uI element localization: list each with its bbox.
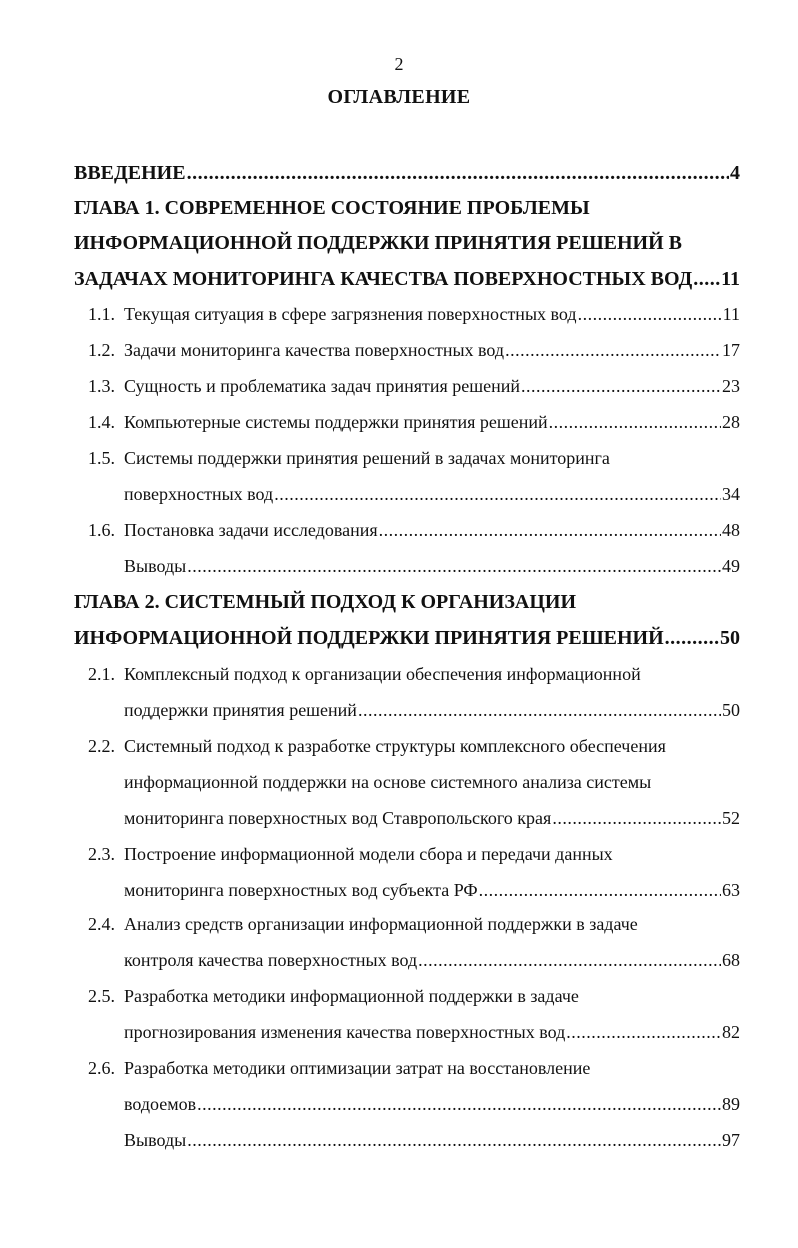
toc-chapter-1-line-2 [74, 225, 740, 261]
entry-text: поддержки принятия решений [124, 700, 357, 720]
leader-dots [505, 332, 721, 368]
entry-page: 89 [722, 1094, 740, 1114]
entry-text: контроля качества поверхностных вод [124, 950, 418, 970]
entry-page: 50 [722, 700, 740, 720]
entry-page: 82 [722, 1022, 740, 1042]
entry-page: 4 [730, 162, 740, 184]
leader-dots [549, 404, 721, 440]
leader-dots [479, 872, 721, 908]
toc-section-2-6-cont [124, 1086, 740, 1122]
leader-dots [358, 692, 721, 728]
toc-conclusions-1 [124, 548, 740, 584]
entry-text: Постановка задачи исследования [124, 520, 378, 540]
page-title: ОГЛАВЛЕНИЕ [327, 86, 471, 108]
entry-page: 23 [722, 376, 740, 396]
leader-dots [187, 548, 721, 584]
entry-text: Построение информационной модели сбора и передачи данных [124, 844, 613, 864]
leader-dots [521, 368, 721, 404]
entry-text: Анализ средств организации информационной поддержки в задаче [124, 914, 638, 934]
entry-text: Текущая ситуация в сфере загрязнения поверхностных вод [124, 304, 577, 324]
entry-page: 48 [722, 520, 740, 540]
section-number: 1.5. [88, 448, 115, 468]
toc-section-1-3 [88, 368, 740, 404]
section-number: 1.1. [88, 304, 115, 324]
page-number: 2 [394, 54, 404, 74]
leader-dots [187, 1122, 721, 1158]
entry-page: 52 [722, 808, 740, 828]
entry-text: Сущность и проблематика задач принятия решений [124, 376, 521, 396]
leader-dots [418, 942, 721, 978]
entry-text: информационной поддержки на основе системного анализа системы [124, 772, 652, 792]
leader-dots [578, 296, 722, 332]
section-number: 2.1. [88, 664, 115, 684]
entry-page: 11 [722, 304, 740, 324]
leader-dots [552, 800, 721, 836]
toc-section-2-1 [88, 656, 740, 692]
leader-dots [274, 476, 721, 512]
toc-section-2-2-cont-1 [124, 764, 740, 800]
entry-text: ИНФОРМАЦИОННОЙ ПОДДЕРЖКИ ПРИНЯТИЯ РЕШЕНИЙ [74, 627, 664, 649]
leader-dots [379, 512, 721, 548]
entry-text: ЗАДАЧАХ МОНИТОРИНГА КАЧЕСТВА ПОВЕРХНОСТНЫХ ВОД [74, 268, 693, 290]
section-number: 2.5. [88, 986, 115, 1006]
entry-page: 63 [722, 880, 740, 900]
entry-text: Задачи мониторинга качества поверхностных вод [124, 340, 505, 360]
entry-text: ГЛАВА 1. СОВРЕМЕННОЕ СОСТОЯНИЕ ПРОБЛЕМЫ [74, 197, 590, 219]
toc-chapter-2-line-2 [74, 620, 740, 656]
entry-page: 11 [721, 268, 740, 290]
entry-text: мониторинга поверхностных вод субъекта РФ [124, 880, 478, 900]
section-number: 1.6. [88, 520, 115, 540]
entry-text: прогнозирования изменения качества поверхностных вод [124, 1022, 566, 1042]
toc-section-2-5-cont [124, 1014, 740, 1050]
toc-chapter-1-line-3 [74, 261, 740, 297]
toc-section-2-4 [88, 906, 740, 942]
toc-section-1-5 [88, 440, 740, 476]
entry-text: ИНФОРМАЦИОННОЙ ПОДДЕРЖКИ ПРИНЯТИЯ РЕШЕНИЙ В [74, 232, 683, 254]
toc-section-2-3 [88, 836, 740, 872]
toc-section-2-2-cont-2 [124, 800, 740, 836]
section-number: 2.4. [88, 914, 115, 934]
toc-section-2-4-cont [124, 942, 740, 978]
entry-text: ГЛАВА 2. СИСТЕМНЫЙ ПОДХОД К ОРГАНИЗАЦИИ [74, 591, 577, 613]
entry-text: мониторинга поверхностных вод Ставропольского края [124, 808, 552, 828]
section-number: 2.6. [88, 1058, 115, 1078]
entry-page: 97 [722, 1130, 740, 1150]
leader-dots [187, 155, 729, 191]
entry-text: поверхностных вод [124, 484, 274, 504]
entry-text: ВВЕДЕНИЕ [74, 162, 186, 184]
toc-entry-intro [74, 155, 740, 191]
leader-dots [566, 1014, 721, 1050]
toc-conclusions-2 [124, 1122, 740, 1158]
toc-chapter-1-line-1 [74, 190, 740, 226]
toc-section-1-6 [88, 512, 740, 548]
toc-section-1-1 [88, 296, 740, 332]
entry-text: Выводы [124, 1130, 187, 1150]
section-number: 2.2. [88, 736, 115, 756]
entry-text: Комплексный подход к организации обеспечения информационной [124, 664, 641, 684]
entry-page: 49 [722, 556, 740, 576]
toc-section-1-4 [88, 404, 740, 440]
toc-section-2-1-cont [124, 692, 740, 728]
toc-section-2-2 [88, 728, 740, 764]
entry-text: Разработка методики информационной поддержки в задаче [124, 986, 579, 1006]
leader-dots [197, 1086, 721, 1122]
entry-text: водоемов [124, 1094, 197, 1114]
entry-text: Компьютерные системы поддержки принятия решений [124, 412, 548, 432]
toc-section-2-3-cont [124, 872, 740, 908]
entry-text: Выводы [124, 556, 187, 576]
entry-page: 68 [722, 950, 740, 970]
toc-section-2-6 [88, 1050, 740, 1086]
section-number: 2.3. [88, 844, 115, 864]
toc-section-2-5 [88, 978, 740, 1014]
toc-section-1-5-cont [124, 476, 740, 512]
entry-page: 17 [722, 340, 740, 360]
entry-page: 34 [722, 484, 740, 504]
leader-dots [693, 261, 720, 297]
entry-page: 50 [720, 627, 740, 649]
entry-text: Системный подход к разработке структуры комплексного обеспечения [124, 736, 666, 756]
toc-chapter-2-line-1 [74, 584, 740, 620]
entry-page: 28 [722, 412, 740, 432]
leader-dots [665, 620, 719, 656]
entry-text: Разработка методики оптимизации затрат на восстановление [124, 1058, 591, 1078]
entry-text: Системы поддержки принятия решений в задачах мониторинга [124, 448, 610, 468]
section-number: 1.4. [88, 412, 115, 432]
section-number: 1.3. [88, 376, 115, 396]
section-number: 1.2. [88, 340, 115, 360]
toc-section-1-2 [88, 332, 740, 368]
